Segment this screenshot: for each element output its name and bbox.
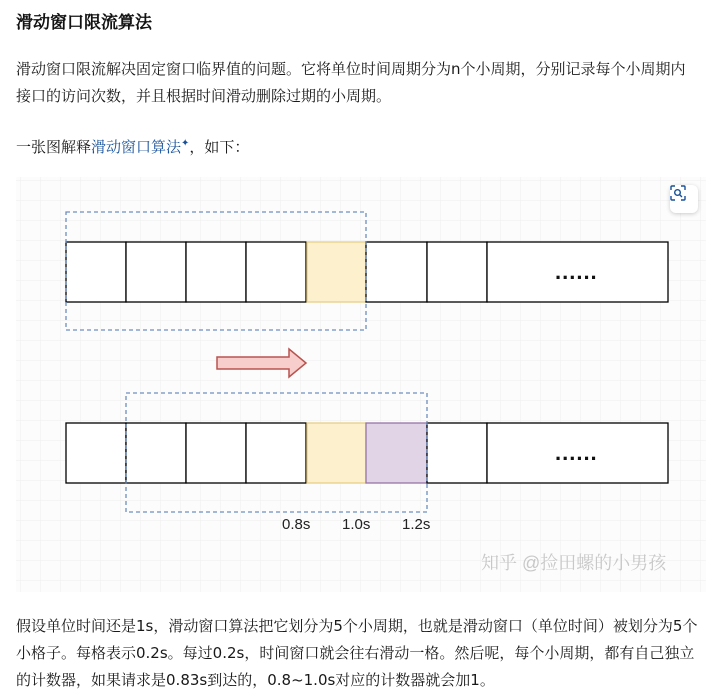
bottom-cell-7 <box>427 423 487 483</box>
top-cell-2 <box>126 242 186 302</box>
top-cell-3 <box>186 242 246 302</box>
bottom-ellipsis: ...... <box>555 440 598 465</box>
bottom-cell-1 <box>66 423 126 483</box>
tick-label-0-8s: 0.8s <box>282 516 311 533</box>
top-cell-6 <box>366 242 427 302</box>
top-ellipsis: ...... <box>555 259 598 284</box>
figure-intro-paragraph <box>16 130 700 161</box>
bottom-cell-5-highlight <box>307 423 366 483</box>
bottom-cell-4 <box>246 423 306 483</box>
tick-label-1-2s: 1.2s <box>402 516 431 533</box>
bottom-cell-2 <box>126 423 186 483</box>
figure-intro-suffix: ，如下： <box>189 138 250 156</box>
sliding-window-link[interactable]: 滑动窗口算法 <box>91 138 182 156</box>
intro-paragraph: 滑动窗口限流解决固定窗口临界值的问题。它将单位时间周期分为n个小周期，分别记录每个小周期内接口的访问次数，并且根据时间滑动删除过期的小周期。 <box>16 60 686 105</box>
zoom-button[interactable] <box>670 185 698 213</box>
tick-label-1-0s: 1.0s <box>342 516 371 533</box>
link-sparkle-icon: ✦ <box>181 138 190 149</box>
top-cell-5-highlight <box>307 242 366 302</box>
bottom-cell-3 <box>186 423 246 483</box>
figure-intro-text: 一张图解释 <box>16 138 92 156</box>
bottom-cell-6-highlight <box>366 423 427 483</box>
top-cell-4 <box>246 242 306 302</box>
top-cell-7 <box>427 242 487 302</box>
zhihu-watermark: 知乎 @捡田螺的小男孩 <box>481 553 667 573</box>
zoom-icon <box>670 185 686 201</box>
top-cell-1 <box>66 242 126 302</box>
explanation-paragraph: 假设单位时间还是1s，滑动窗口算法把它划分为5个小周期，也就是滑动窗口（单位时间）被划分为5个小格子。每格表示0.2s。每过0.2s，时间窗口就会往右滑动一格。然后呢，每个小周期，都有自己独立的计数器，如果请求是0.83s到达的，0.8~1.0s对应的计数器就会加1。 <box>16 617 698 689</box>
sliding-window-figure <box>16 177 706 592</box>
article-heading: 滑动窗口限流算法 <box>16 13 152 33</box>
